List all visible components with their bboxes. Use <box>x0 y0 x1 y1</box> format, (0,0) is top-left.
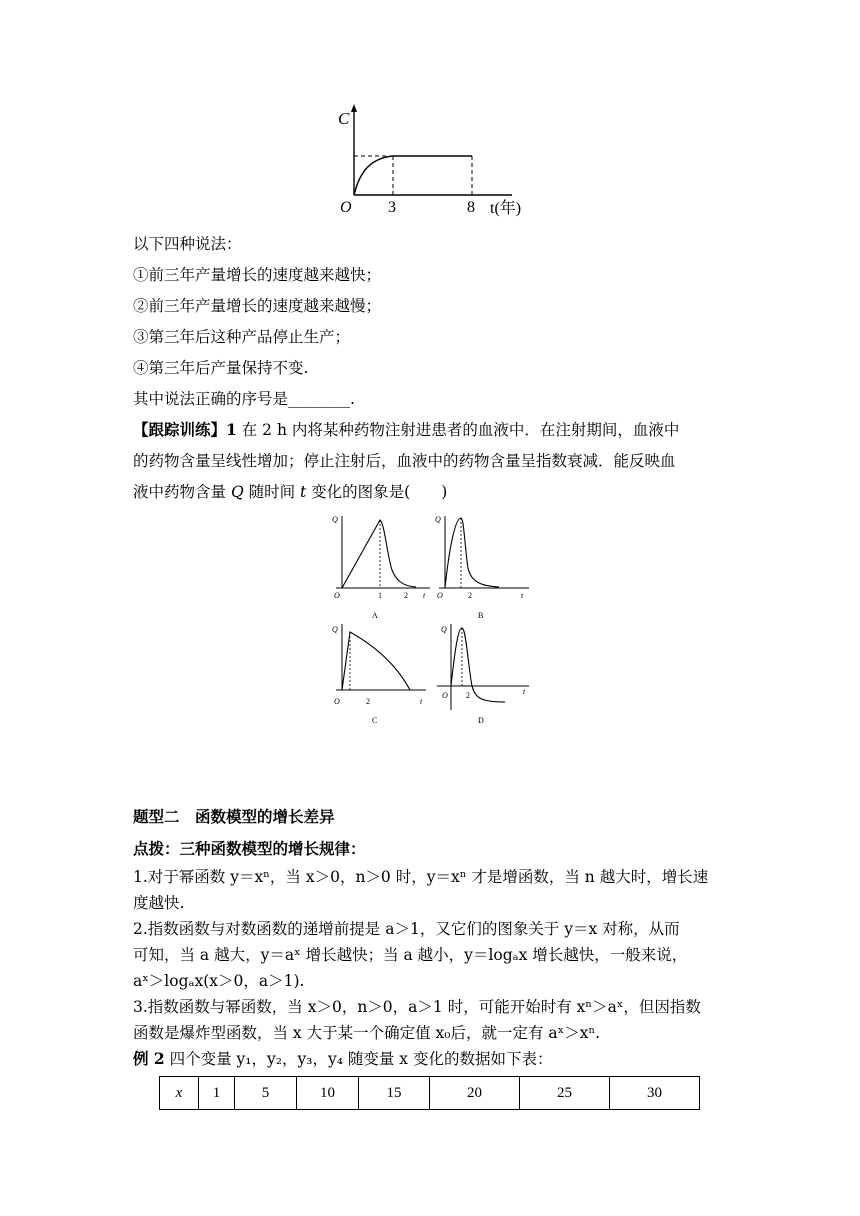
table-cell: 5 <box>235 1077 297 1110</box>
exercise-line-3 <box>133 481 447 503</box>
statements-intro: 以下四种说法： <box>133 235 242 253</box>
graph-d-label: D <box>478 716 484 725</box>
graph-b-tick-2: 2 <box>468 591 472 600</box>
graph-c-y-label: Q <box>332 625 338 634</box>
graph-d-x-label: t <box>523 687 526 696</box>
rule-3-line-2: 函数是爆炸型函数，当 x 大于某一个确定值 x₀后，就一定有 aˣ＞xⁿ. <box>133 1024 601 1042</box>
example-text: 四个变量 y₁，y₂，y₃，y₄ 随变量 x 变化的数据如下表： <box>164 1050 553 1068</box>
var-q: Q <box>230 483 244 501</box>
graph-c-label: C <box>372 716 378 725</box>
graph-a-origin: O <box>334 591 340 600</box>
table-cell: 25 <box>520 1077 610 1110</box>
graph-b-x-label: t <box>521 591 524 600</box>
answer-blank: ________ <box>288 390 351 408</box>
rule-2-line-2: 可知，当 a 越大，y＝aˣ 增长越快；当 a 越小，y＝logₐx 增长越快，一般来说， <box>133 946 688 964</box>
table-cell: 10 <box>297 1077 359 1110</box>
data-table <box>159 1076 700 1110</box>
exercise-text-1: 在 2 h 内将某种药物注射进患者的血液中．在注射期间，血液中 <box>236 421 680 439</box>
graph-c-origin: O <box>334 697 340 706</box>
question-text: 其中说法正确的序号是 <box>133 390 289 408</box>
graph-a-y-label: Q <box>332 515 338 524</box>
statement-3: ③第三年后这种产品停止生产； <box>133 328 351 346</box>
graph-b-y-label: Q <box>435 515 441 524</box>
fig1-y-label: C <box>338 109 350 128</box>
rule-2-line-3: aˣ＞logₐx(x＞0，a＞1). <box>133 972 305 990</box>
question-end: . <box>350 390 355 408</box>
rule-2-line-1: 2.指数函数与对数函数的递增前提是 a＞1，又它们的图象关于 y＝x 对称，从而 <box>133 920 680 938</box>
statement-4: ④第三年后产量保持不变. <box>133 359 309 377</box>
graph-a-x-label: t <box>423 591 426 600</box>
rule-1-line-1: 1.对于幂函数 y＝xⁿ，当 x＞0，n＞0 时，y＝xⁿ 才是增函数，当 n 越大时，增长速 <box>133 868 709 886</box>
fig1-tick-3: 3 <box>388 199 396 216</box>
table-cell: 20 <box>430 1077 520 1110</box>
example-tag: 例 2 <box>133 1049 165 1068</box>
exercise-text-3a: 液中药物含量 <box>133 483 231 501</box>
statement-2: ②前三年产量增长的速度越来越慢； <box>133 297 382 315</box>
graph-d-tick-2: 2 <box>466 691 470 700</box>
graph-d-y-label: Q <box>441 625 447 634</box>
table-cell: 1 <box>199 1077 235 1110</box>
exercise-text-3c: 变化的图象是( ) <box>306 483 448 501</box>
graph-c-tick-2: 2 <box>366 697 370 706</box>
fig1-tick-8: 8 <box>467 199 475 216</box>
figure-c-t <box>330 100 530 225</box>
graph-a-tick-2: 2 <box>404 591 408 600</box>
rule-3-line-1: 3.指数函数与幂函数，当 x＞0，n＞0，a＞1 时，可能开始时有 xⁿ＞aˣ，但因指数 <box>133 998 701 1016</box>
section-title: 题型二 函数模型的增长差异 <box>133 807 335 826</box>
option-graph-a <box>330 510 440 625</box>
example-2-line <box>133 1048 552 1070</box>
table-row <box>160 1077 700 1110</box>
option-graph-d <box>433 620 533 735</box>
table-cell: 15 <box>359 1077 430 1110</box>
exercise-line-2: 的药物含量呈线性增加；停止注射后，血液中的药物含量呈指数衰减．能反映血 <box>133 452 676 470</box>
option-graph-b <box>433 510 533 625</box>
tip-heading: 点拨：三种函数模型的增长规律： <box>133 839 366 858</box>
option-graph-c <box>330 620 440 735</box>
graph-d-origin: O <box>442 691 448 700</box>
graph-b-label: B <box>478 611 484 620</box>
exercise-tag: 【跟踪训练】1 <box>133 420 237 439</box>
table-header-x: x <box>160 1077 199 1110</box>
statement-1: ①前三年产量增长的速度越来越快； <box>133 266 382 284</box>
fig1-origin: O <box>340 199 352 216</box>
graph-a-tick-1: 1 <box>378 591 382 600</box>
fig1-x-label: t(年) <box>490 200 522 217</box>
graph-b-origin: O <box>437 591 443 600</box>
rule-1-line-2: 度越快. <box>133 894 185 912</box>
table-cell: 30 <box>610 1077 700 1110</box>
question-line <box>133 388 355 410</box>
exercise-text-3b: 随时间 <box>243 483 301 501</box>
exercise-line-1 <box>133 419 679 441</box>
graph-c-x-label: t <box>420 697 423 706</box>
var-t: t <box>300 483 307 501</box>
graph-a-label: A <box>372 611 378 620</box>
